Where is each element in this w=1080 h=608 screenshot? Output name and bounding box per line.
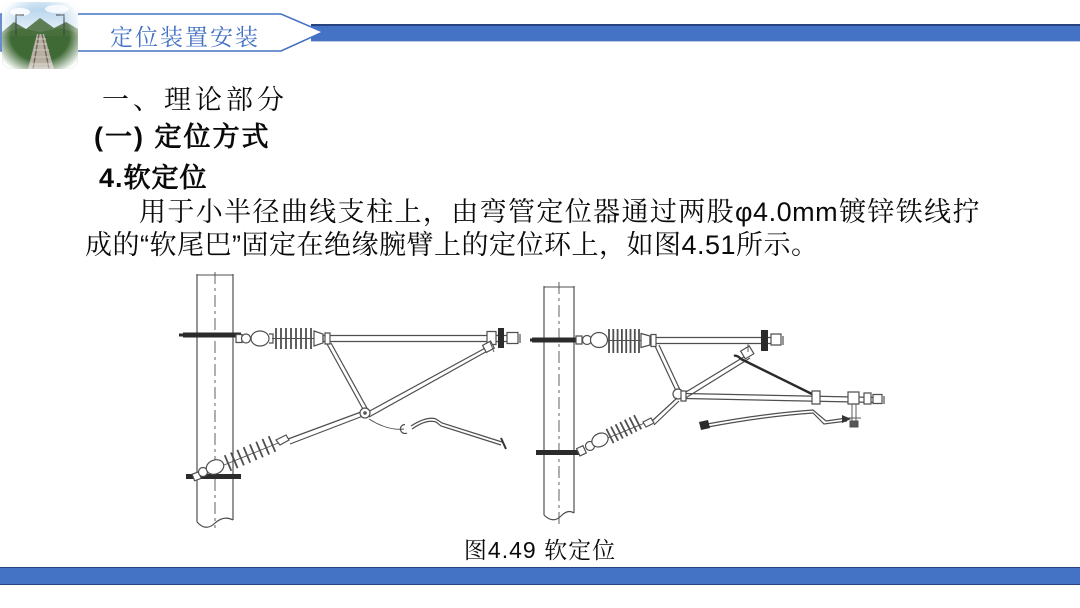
soft-positioning-drawing-left — [150, 272, 530, 540]
steady-arm-dark-tip — [699, 420, 710, 430]
crossing-pin — [363, 411, 367, 415]
registration-wire — [369, 419, 407, 433]
steady-arm — [699, 410, 851, 430]
section-heading: 一、理论部分 — [102, 85, 288, 115]
figure-caption: 图4.49 软定位 — [463, 537, 617, 563]
item-heading: 4.软定位 — [99, 163, 208, 193]
lower-insulator-rod — [192, 412, 363, 481]
utility-pole — [197, 272, 233, 528]
upper-bracket — [183, 333, 241, 338]
upper-insulator — [576, 329, 650, 353]
utility-pole — [544, 282, 574, 524]
subsection-heading: (一) 定位方式 — [94, 122, 271, 152]
footer-accent-bar — [0, 567, 1080, 585]
lower-insulator-rod — [577, 398, 679, 456]
railway-photo-icon — [2, 2, 78, 69]
lower-bracket — [536, 450, 583, 455]
dropper-fitting — [847, 392, 861, 427]
upper-insulator — [236, 328, 323, 349]
pole-bolt — [179, 334, 183, 337]
steep-diagonal-strut — [327, 343, 368, 411]
body-paragraph: 用于小半径曲线支柱上，由弯管定位器通过两股φ4.0mm镀锌铁线拧成的“软尾巴”固定在绝缘腕臂上的定位环上，如图4.51所示。 — [85, 197, 980, 260]
upper-cantilever-tube — [650, 330, 783, 351]
steep-diagonal-strut — [655, 345, 681, 393]
long-diagonal-tube — [366, 341, 494, 417]
soft-tail-wire — [734, 356, 816, 396]
slide-title: 定位装置安装 — [110, 24, 260, 50]
upper-bracket — [532, 338, 581, 343]
soft-positioning-drawing-right — [530, 272, 950, 540]
header-accent-bar — [311, 24, 1080, 41]
positioner-arm — [411, 418, 506, 449]
long-diagonal-tube — [681, 344, 754, 399]
